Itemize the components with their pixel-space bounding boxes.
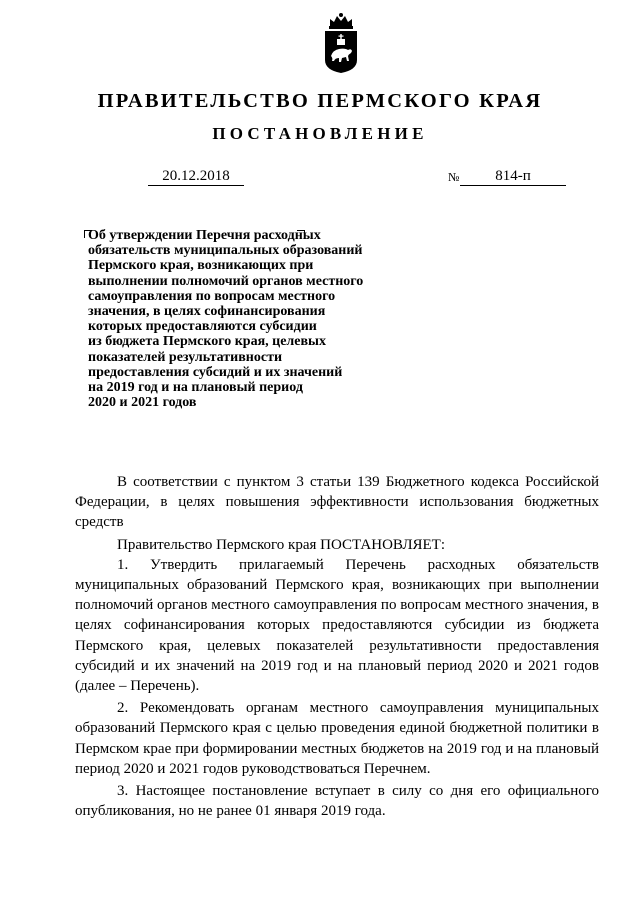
heading-line: Пермского края, возникающих при: [88, 258, 314, 274]
heading-line: Об утверждении Перечня расходных: [88, 228, 321, 243]
heading-line: значения, в целях софинансирования: [88, 304, 326, 320]
heading-line: показателей результативности: [88, 349, 283, 365]
document-heading: [88, 228, 428, 410]
clause-3-paragraph: 3. Настоящее постановление вступает в силу со дня его официального опубликования, но не ранее 01 января 2019 года.: [75, 783, 599, 820]
resolution-paragraph: Правительство Пермского края ПОСТАНОВЛЯЕТ:: [117, 536, 446, 553]
document-number: 814-п: [460, 167, 566, 186]
heading-line: на 2019 год и на плановый период: [88, 380, 303, 396]
heading-line: из бюджета Пермского края, целевых: [88, 334, 326, 350]
heading-line: 2020 и 2021 годов: [88, 395, 197, 411]
heading-line: которых предоставляются субсидии: [88, 319, 317, 335]
clause-2-paragraph: 2. Рекомендовать органам местного самоуправления муниципальных образований Пермского края с целью проведения единой бюджетной политики в Пермском крае при формировании местных бюджетов на 2019 год и на плановый период 2020 и 2021 годов руководствоваться Перечнем.: [75, 700, 599, 777]
heading-line: обязательств муниципальных образований: [88, 243, 363, 259]
document-date: 20.12.2018: [148, 167, 244, 186]
perm-coat-of-arms-icon: [321, 12, 361, 74]
heading-line: предоставления субсидий и их значений: [88, 364, 343, 380]
heading-line: самоуправления по вопросам местного: [88, 288, 336, 304]
preamble-paragraph: В соответствии с пунктом 3 статьи 139 Бюджетного кодекса Российской Федерации, в целях повышения эффективности использования бюджетных средств: [75, 474, 599, 531]
heading-line: выполнении полномочий органов местного: [88, 273, 364, 289]
government-title: ПРАВИТЕЛЬСТВО ПЕРМСКОГО КРАЯ: [97, 90, 543, 112]
document-body: [75, 472, 599, 821]
clause-1-paragraph: 1. Утвердить прилагаемый Перечень расходных обязательств муниципальных образований Пермского края, возникающих при выполнении полномочий органов местного самоуправления по вопросам местного значения, в целях софинансирования которых предоставляются субсидии из бюджета Пермского края, целевых показателей результативности предоставления субсидий и их значений на 2019 год и на плановый период 2020 и 2021 годов (далее – Перечень).: [75, 556, 599, 695]
document-type: ПОСТАНОВЛЕНИЕ: [212, 124, 428, 143]
number-sign: №: [448, 170, 460, 184]
